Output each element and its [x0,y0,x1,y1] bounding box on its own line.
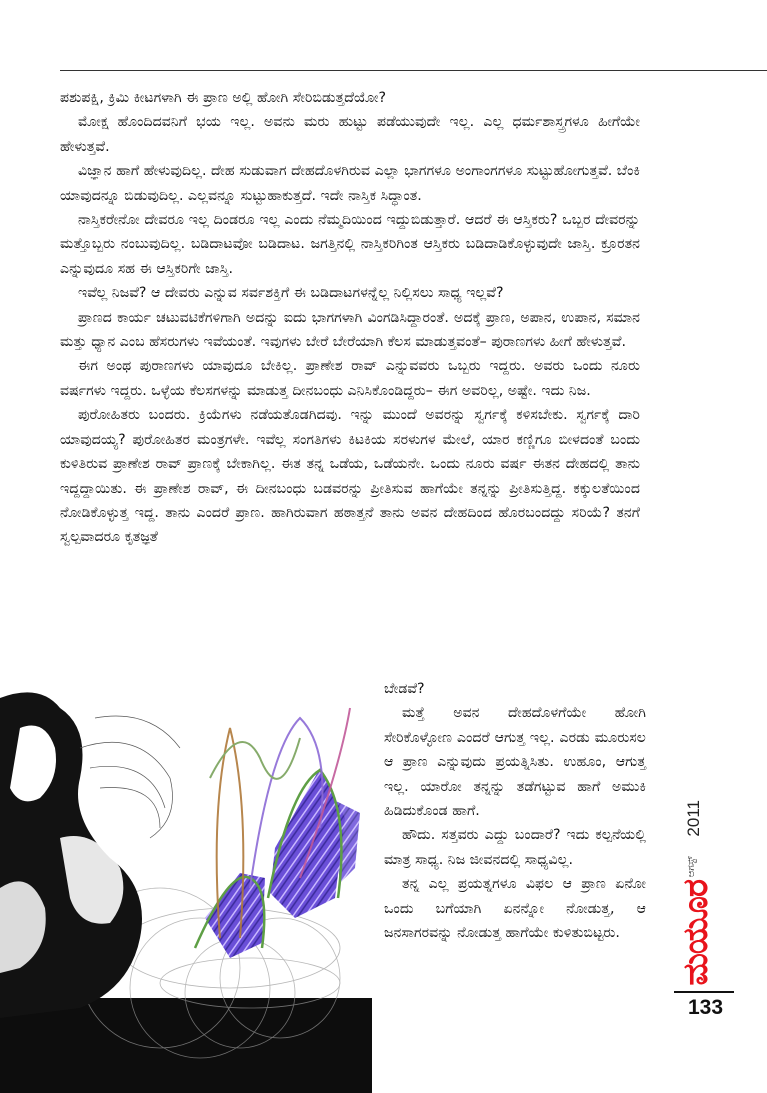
article-column [384,677,646,945]
top-rule [60,70,767,71]
magazine-logo: ಮಯೂರ [676,880,716,986]
illustration [0,688,372,1093]
paragraph: ಇವೆಲ್ಲ ನಿಜವೆ? ಆ ದೇವರು ಎನ್ನುವ ಸರ್ವಶಕ್ತಿಗೆ ಈ ಬಡಿದಾಟಗಳನ್ನೆಲ್ಲ ನಿಲ್ಲಿಸಲು ಸಾಧ್ಯ ಇಲ್ಲವೆ? [78,285,504,302]
masthead-month: ಆಗಸ್ಟ್ [686,856,697,878]
paragraph: ಪಶುಪಕ್ಷಿ, ಕ್ರಿಮಿ ಕೀಟಗಳಾಗಿ ಈ ಪ್ರಾಣ ಅಲ್ಲಿ ಹೋಗಿ ಸೇರಿಬಿಡುತ್ತದೆಯೋ? [60,90,387,106]
paragraph: ವಿಜ್ಞಾನ ಹಾಗೆ ಹೇಳುವುದಿಲ್ಲ. ದೇಹ ಸುಡುವಾಗ ದೇಹದೊಳಗಿರುವ ಎಲ್ಲಾ ಭಾಗಗಳೂ ಅಂಗಾಂಗಗಳೂ ಸುಟ್ಟುಹೋಗುತ್ತವೆ. ಬೆಂಕಿ ಯಾವುದನ್ನೂ ಬಿಡುವುದಿಲ್ಲ. ಎಲ್ಲವನ್ನೂ ಸುಟ್ಟುಹಾಕುತ್ತದೆ. ಇದೇ ನಾಸ್ತಿಕ ಸಿದ್ಧಾಂತ. [60,163,640,204]
paragraph: ಹೌದು. ಸತ್ತವರು ಎದ್ದು ಬಂದಾರೆ? ಇದು ಕಲ್ಪನೆಯಲ್ಲಿ ಮಾತ್ರ ಸಾಧ್ಯ. ನಿಜ ಜೀವನದಲ್ಲಿ ಸಾಧ್ಯವಿಲ್ಲ. [384,827,646,868]
paragraph: ಪುರೋಹಿತರು ಬಂದರು. ಕ್ರಿಯೆಗಳು ನಡೆಯತೊಡಗಿದವು. ಇನ್ನು ಮುಂದೆ ಅವರನ್ನು ಸ್ವರ್ಗಕ್ಕೆ ಕಳಿಸಬೇಕು. ಸ್ವರ್ಗಕ್ಕೆ ದಾರಿ ಯಾವುದಯ್ಯ? ಪುರೋಹಿತರ ಮಂತ್ರಗಳೇ. ಇವೆಲ್ಲ ಸಂಗತಿಗಳು ಕಿಟಕಿಯ ಸರಳುಗಳ ಮೇಲೆ, ಯಾರ ಕಣ್ಣಿಗೂ ಬೀಳದಂತೆ ಬಂದು ಕುಳಿತಿರುವ ಪ್ರಾಣೇಶ ರಾವ್ ಪ್ರಾಣಕ್ಕೆ ಬೇಕಾಗಿಲ್ಲ. ಈತ ತನ್ನ ಒಡೆಯ, ಒಡೆಯನೇ. ಒಂದು ನೂರು ವರ್ಷ ಈತನ ದೇಹದಲ್ಲಿ ತಾನು ಇದ್ದದ್ದಾಯಿತು. ಈ ಪ್ರಾಣೇಶ ರಾವ್, ಈ ದೀನಬಂಧು ಬಡವರನ್ನು ಪ್ರೀತಿಸುವ ಹಾಗೆಯೇ ತನ್ನನ್ನು ಪ್ರೀತಿಸುತ್ತಿದ್ದ. ಕಕ್ಕುಲತೆಯಿಂದ ನೋಡಿಕೊಳ್ಳುತ್ತ ಇದ್ದ. ತಾನು ಎಂದರೆ ಪ್ರಾಣ. ಹಾಗಿರುವಾಗ ಹಠಾತ್ತನೆ ತಾನು ಅವನ ದೇಹದಿಂದ ಹೊರಬಂದದ್ದು ಸರಿಯೆ? ತನಗೆ ಸ್ವಲ್ಪವಾದರೂ ಕೃತಜ್ಞತೆ [60,407,640,546]
paragraph: ಮೋಕ್ಷ ಹೊಂದಿದವನಿಗೆ ಭಯ ಇಲ್ಲ. ಅವನು ಮರು ಹುಟ್ಟು ಪಡೆಯುವುದೇ ಇಲ್ಲ. ಎಲ್ಲ ಧರ್ಮಶಾಸ್ತ್ರಗಳೂ ಹೀಗೆಯೇ ಹೇಳುತ್ತವೆ. [60,114,640,155]
article-body [60,86,640,550]
paragraph: ಪ್ರಾಣದ ಕಾರ್ಯ ಚಟುವಟಿಕೆಗಳಿಗಾಗಿ ಅದನ್ನು ಐದು ಭಾಗಗಳಾಗಿ ವಿಂಗಡಿಸಿದ್ದಾರಂತೆ. ಅದಕ್ಕೆ ಪ್ರಾಣ, ಅಪಾನ, ಉಪಾನ, ಸಮಾನ ಮತ್ತು ಧ್ಯಾನ ಎಂಬ ಹೆಸರುಗಳು ಇವೆಯಂತೆ. ಇವುಗಳು ಬೇರೆ ಬೇರೆಯಾಗಿ ಕೆಲಸ ಮಾಡುತ್ತವಂತೆ– ಪುರಾಣಗಳು ಹೀಗೆ ಹೇಳುತ್ತವೆ. [60,309,640,351]
page-number: 133 [688,996,724,1019]
paragraph: ಬೇಡವೆ? [384,681,425,697]
page-number-rule [674,991,734,993]
paragraph: ಈಗ ಅಂಥ ಪುರಾಣಗಳು ಯಾವುದೂ ಬೇಕಿಲ್ಲ. ಪ್ರಾಣೇಶ ರಾವ್ ಎನ್ನುವವರು ಒಬ್ಬರು ಇದ್ದರು. ಅವರು ಒಂದು ನೂರು ವರ್ಷಗಳು ಇದ್ದರು. ಒಳ್ಳೆಯ ಕೆಲಸಗಳನ್ನು ಮಾಡುತ್ತ ದೀನಬಂಧು ಎನಿಸಿಕೊಂಡಿದ್ದರು– ಈಗ ಅವರಿಲ್ಲ, ಅಷ್ಟೇ. ಇದು ನಿಜ. [60,358,640,399]
paragraph: ನಾಸ್ತಿಕರೇನೋ ದೇವರೂ ಇಲ್ಲ ದಿಂಡರೂ ಇಲ್ಲ ಎಂದು ನೆಮ್ಮದಿಯಿಂದ ಇದ್ದುಬಿಡುತ್ತಾರೆ. ಆದರೆ ಈ ಆಸ್ತಿಕರು? ಒಬ್ಬರ ದೇವರನ್ನು ಮತ್ತೊಬ್ಬರು ನಂಬುವುದಿಲ್ಲ. ಬಡಿದಾಟವೋ ಬಡಿದಾಟ. ಜಗತ್ತಿನಲ್ಲಿ ನಾಸ್ತಿಕರಿಗಿಂತ ಆಸ್ತಿಕರು ಬಡಿದಾಡಿಕೊಳ್ಳುವುದೇ ಜಾಸ್ತಿ. ಕ್ರೂರತನ ಎನ್ನುವುದೂ ಸಹ ಈ ಆಸ್ತಿಕರಿಗೇ ಜಾಸ್ತಿ. [60,212,640,277]
paragraph: ತನ್ನ ಎಲ್ಲ ಪ್ರಯತ್ನಗಳೂ ವಿಫಲ ಆ ಪ್ರಾಣ ಏನೋ ಒಂದು ಬಗೆಯಾಗಿ ಏನನ್ನೋ ನೋಡುತ್ತ, ಆ ಜನಸಾಗರವನ್ನು ನೋಡುತ್ತ ಹಾಗೆಯೇ ಕುಳಿತುಬಿಟ್ಟರು. [384,876,646,942]
paragraph: ಮತ್ತೆ ಅವನ ದೇಹದೊಳಗೆಯೇ ಹೋಗಿ ಸೇರಿಕೊಳ್ಳೋಣ ಎಂದರೆ ಆಗುತ್ತ ಇಲ್ಲ. ಎರಡು ಮೂರುಸಲ ಆ ಪ್ರಾಣ ಎನ್ನುವುದು ಪ್ರಯತ್ನಿಸಿತು. ಉಹೂಂ, ಆಗುತ್ತ ಇಲ್ಲ. ಯಾರೋ ತನ್ನನ್ನು ತಡೆಗಟ್ಟುವ ಹಾಗೆ ಅಮುಕಿ ಹಿಡಿದುಕೊಂಡ ಹಾಗೆ. [384,705,646,820]
masthead-year: 2011 [684,800,703,837]
